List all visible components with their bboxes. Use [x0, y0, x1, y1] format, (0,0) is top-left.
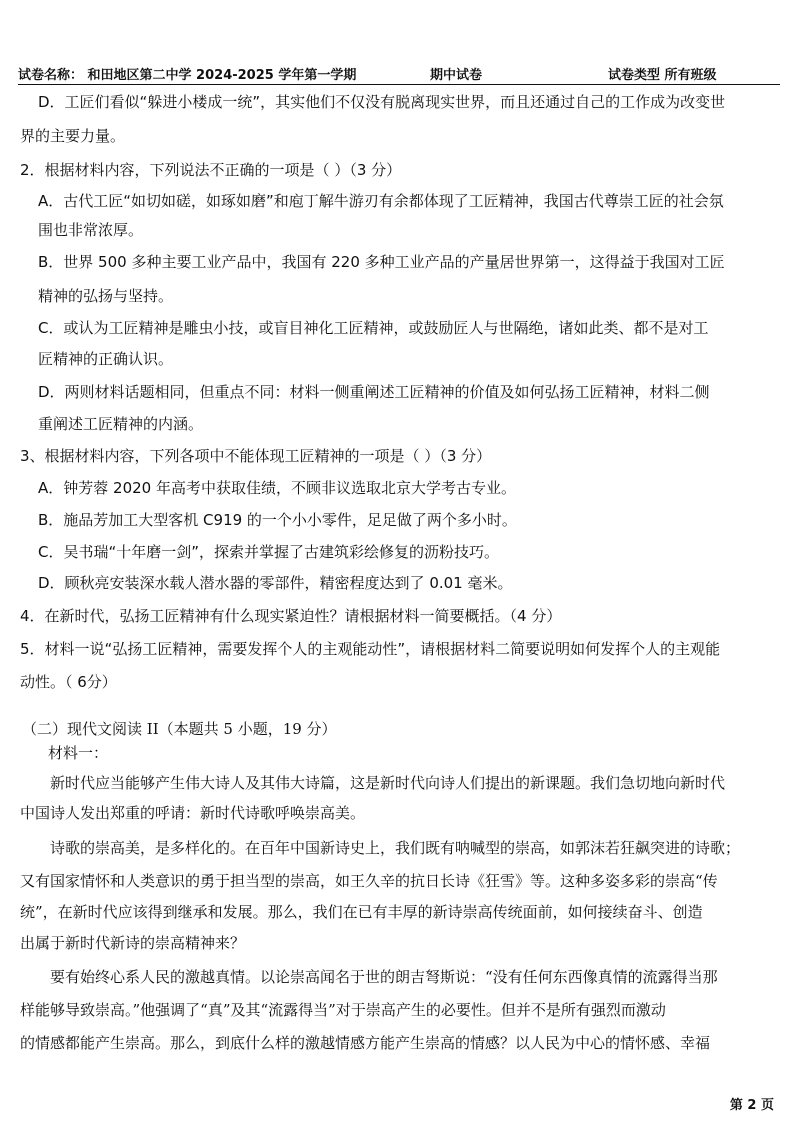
- paragraph-line: 的情感都能产生崇高。那么，到底什么样的激越情感方能产生崇高的情感？以人民为中心的情怀感、幸福: [20, 1034, 711, 1052]
- paragraph-line: 统”，在新时代应该得到继承和发展。那么，我们在已有丰厚的新诗崇高传统面前，如何接续奋斗、创造: [20, 903, 703, 921]
- exam-header: [18, 62, 780, 85]
- question-4: 4．在新时代，弘扬工匠精神有什么现实紧迫性？请根据材料一简要概括。（4 分）: [20, 607, 562, 625]
- exam-kind: 期中试卷: [430, 68, 483, 83]
- q2-option-c-cont: 匠精神的正确认识。: [38, 350, 174, 368]
- q3-option-c: C．吴书瑞“十年磨一剑”，探索并掌握了古建筑彩绘修复的沥粉技巧。: [38, 543, 500, 561]
- paragraph-line: 要有始终心系人民的激越真情。以论崇高闻名于世的朗吉弩斯说：“没有任何东西像真情的流露得当那: [50, 968, 718, 986]
- paragraph-line: 中国诗人发出郑重的呼请：新时代诗歌呼唤崇高美。: [20, 804, 366, 822]
- paragraph-line: 出属于新时代新诗的崇高精神来？: [20, 934, 246, 952]
- q1-option-d: D．工匠们看似“躲进小楼成一统”，其实他们不仅没有脱离现实世界，而且还通过自己的工作成为改变世: [38, 93, 726, 111]
- exam-title: 试卷名称： 和田地区第二中学 2024-2025 学年第一学期: [18, 68, 357, 83]
- q1-option-d-cont: 界的主要力量。: [20, 127, 126, 145]
- question-2: 2．根据材料内容，下列说法不正确的一项是（ ）（3 分）: [20, 161, 402, 179]
- q3-option-d: D．顾秋亮安装深水载人潜水器的零部件，精密程度达到了 0.01 毫米。: [38, 574, 513, 592]
- exam-type: 试卷类型 所有班级: [608, 68, 717, 83]
- q2-option-b: B．世界 500 多种主要工业产品中，我国有 220 多种工业产品的产量居世界第一，这得益于我国对工匠: [38, 253, 725, 271]
- question-5-cont: 动性。（ 6分）: [20, 673, 117, 691]
- q2-option-d: D．两则材料话题相同，但重点不同：材料一侧重阐述工匠精神的价值及如何弘扬工匠精神，材料二侧: [38, 383, 710, 401]
- question-5: 5．材料一说“弘扬工匠精神，需要发挥个人的主观能动性”，请根据材料二简要说明如何发挥个人的主观能: [20, 640, 721, 658]
- paragraph-line: 又有国家情怀和人类意识的勇于担当型的崇高，如王久辛的抗日长诗《狂雪》等。这种多姿多彩的崇高“传: [20, 872, 718, 890]
- page-number: 第 2 页: [729, 1098, 774, 1113]
- paragraph-line: 诗歌的崇高美，是多样化的。在百年中国新诗史上，我们既有呐喊型的崇高，如郭沫若狂飙突进的诗歌；: [50, 839, 741, 857]
- paragraph-line: 新时代应当能够产生伟大诗人及其伟大诗篇，这是新时代向诗人们提出的新课题。我们急切地向新时代: [50, 774, 726, 792]
- paragraph-line: 样能够导致崇高。”他强调了“真”及其“流露得当”对于崇高产生的必要性。但并不是所有强烈而激动: [20, 1001, 666, 1019]
- section-title: （二）现代文阅读 II（本题共 5 小题，19 分）: [22, 720, 337, 738]
- q3-option-a: A．钟芳蓉 2020 年高考中获取佳绩，不顾非议选取北京大学考古专业。: [38, 479, 516, 497]
- q2-option-d-cont: 重阐述工匠精神的内涵。: [38, 415, 204, 433]
- q2-option-c: C．或认为工匠精神是雕虫小技，或盲目神化工匠精神，或鼓励匠人与世隔绝，诸如此类、都不是对工: [38, 319, 709, 337]
- q2-option-b-cont: 精神的弘扬与坚持。: [38, 287, 174, 305]
- material-label: 材料一：: [48, 744, 109, 762]
- q3-option-b: B．施品芳加工大型客机 C919 的一个小小零件，足足做了两个多小时。: [38, 511, 517, 529]
- q2-option-a: A．古代工匠“如切如磋，如琢如磨”和庖丁解牛游刃有余都体现了工匠精神，我国古代尊崇工匠的社会氛: [38, 192, 724, 210]
- question-3: 3、根据材料内容，下列各项中不能体现工匠精神的一项是（ ）（3 分）: [20, 447, 492, 465]
- q2-option-a-cont: 围也非常浓厚。: [38, 221, 144, 239]
